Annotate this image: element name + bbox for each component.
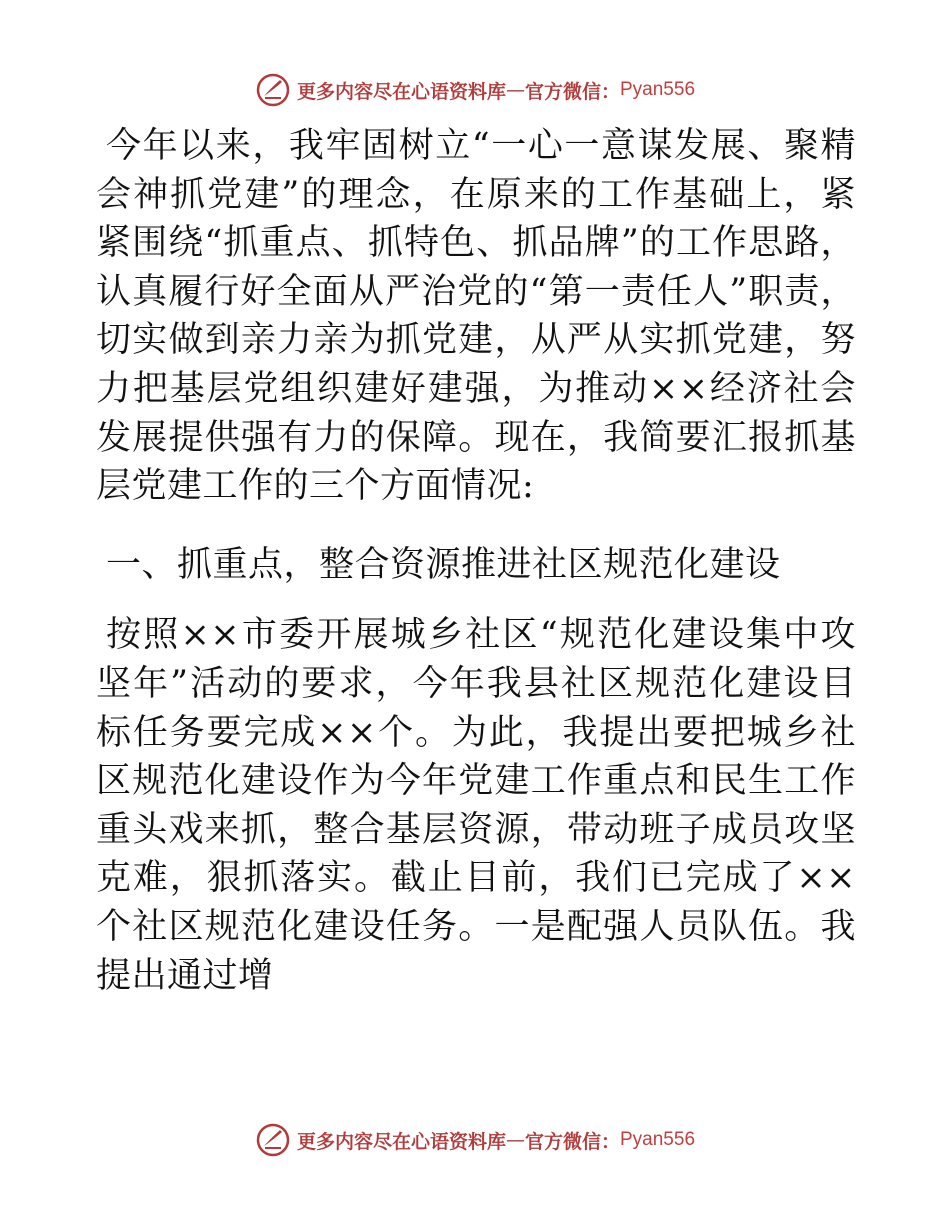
quill-book-icon	[255, 72, 291, 108]
banner-separator: —	[505, 79, 525, 101]
intro-paragraph: 今年以来，我牢固树立“一心一意谋发展、聚精会神抓党建”的理念，在原来的工作基础上，紧紧围绕“抓重点、抓特色、抓品牌”的工作思路，认真履行好全面从严治党的“第一责任人”职责，切实做到亲力亲为抓党建，从严从实抓党建，努力把基层党组织建好建强，为推动××经济社会发展提供强有力的保障。现在，我简要汇报抓基层党建工作的三个方面情况:	[96, 126, 856, 507]
quill-book-icon	[255, 1122, 291, 1158]
document-body	[96, 122, 856, 1000]
header-watermark-banner	[0, 70, 950, 110]
banner-site-text: 更多内容尽在心语资料库	[296, 1130, 506, 1153]
banner-wechat-id: Pyan556	[620, 79, 696, 100]
banner-wechat-label: 官方微信：	[524, 1130, 620, 1153]
banner-separator: —	[505, 1129, 525, 1151]
banner-wechat-label: 官方微信：	[524, 80, 620, 103]
section-heading: 一、抓重点，整合资源推进社区规范化建设	[106, 544, 781, 585]
banner-wechat-id: Pyan556	[620, 1129, 696, 1150]
footer-watermark-banner	[0, 1120, 950, 1160]
section-paragraph: 按照××市委开展城乡社区“规范化建设集中攻坚年”活动的要求，今年我县社区规范化建设目标任务要完成××个。为此，我提出要把城乡社区规范化建设作为今年党建工作重点和民生工作重头戏来抓，整合基层资源，带动班子成员攻坚克难，狠抓落实。截止目前，我们已完成了××个社区规范化建设任务。一是配强人员队伍。我提出通过增	[96, 615, 856, 996]
banner-site-text: 更多内容尽在心语资料库	[296, 80, 506, 103]
